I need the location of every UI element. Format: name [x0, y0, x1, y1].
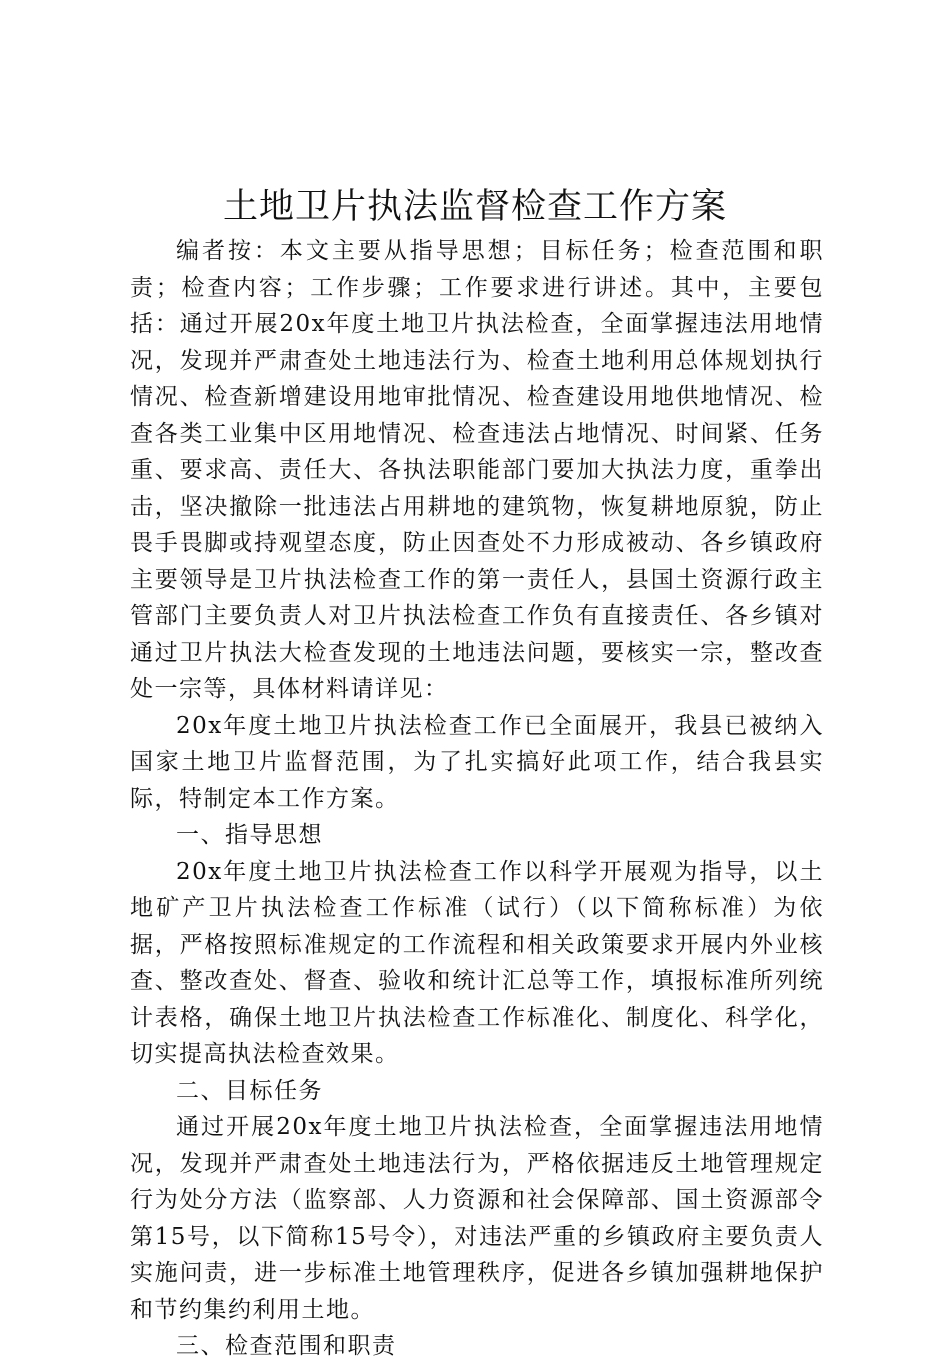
section-heading-guiding-ideology: 一、指导思想	[176, 822, 323, 848]
editor-note-paragraph: 编者按：本文主要从指导思想；目标任务；检查范围和职责；检查内容；工作步骤；工作要求进行讲述。其中，主要包括：通过开展20x年度土地卫片执法检查，全面掌握违法用地情况，发现并严肃查处土地违法行为、检查土地利用总体规划执行情况、检查新增建设用地审批情况、检查建设用地供地情况、检查各类工业集中区用地情况、检查违法占地情况、时间紧、任务重、要求高、责任大、各执法职能部门要加大执法力度，重拳出击，坚决撤除一批违法占用耕地的建筑物，恢复耕地原貌，防止畏手畏脚或持观望态度，防止因查处不力形成被动、各乡镇政府主要领导是卫片执法检查工作的第一责任人，县国土资源行政主管部门主要负责人对卫片执法检查工作负有直接责任、各乡镇对通过卫片执法大检查发现的土地违法问题，要核实一宗，整改查处一宗等，具体材料请详见：	[130, 238, 824, 702]
guiding-ideology-paragraph: 20x年度土地卫片执法检查工作以科学开展观为指导，以土地矿产卫片执法检查工作标准（试行）（以下简称标准）为依据，严格按照标准规定的工作流程和相关政策要求开展内外业核查、整改查处、督查、验收和统计汇总等工作，填报标准所列统计表格，确保土地卫片执法检查工作标准化、制度化、科学化，切实提高执法检查效果。	[130, 858, 824, 1067]
section-heading-objectives: 二、目标任务	[176, 1077, 323, 1104]
objectives-paragraph: 通过开展20x年度土地卫片执法检查，全面掌握违法用地情况，发现并严肃查处土地违法行为，严格依据违反土地管理规定行为处分方法（监察部、人力资源和社会保障部、国土资源部令第15号，以下简称15号令），对违法严重的乡镇政府主要负责人实施问责，进一步标准土地管理秩序，促进各乡镇加强耕地保护和节约集约利用土地。	[130, 1114, 824, 1323]
section-heading-scope: 三、检查范围和职责	[176, 1333, 397, 1359]
document-body	[130, 233, 824, 1365]
intro-paragraph: 20x年度土地卫片执法检查工作已全面展开，我县已被纳入国家土地卫片监督范围，为了扎实搞好此项工作，结合我县实际，特制定本工作方案。	[130, 712, 824, 812]
document-title: 土地卫片执法监督检查工作方案	[222, 187, 727, 227]
